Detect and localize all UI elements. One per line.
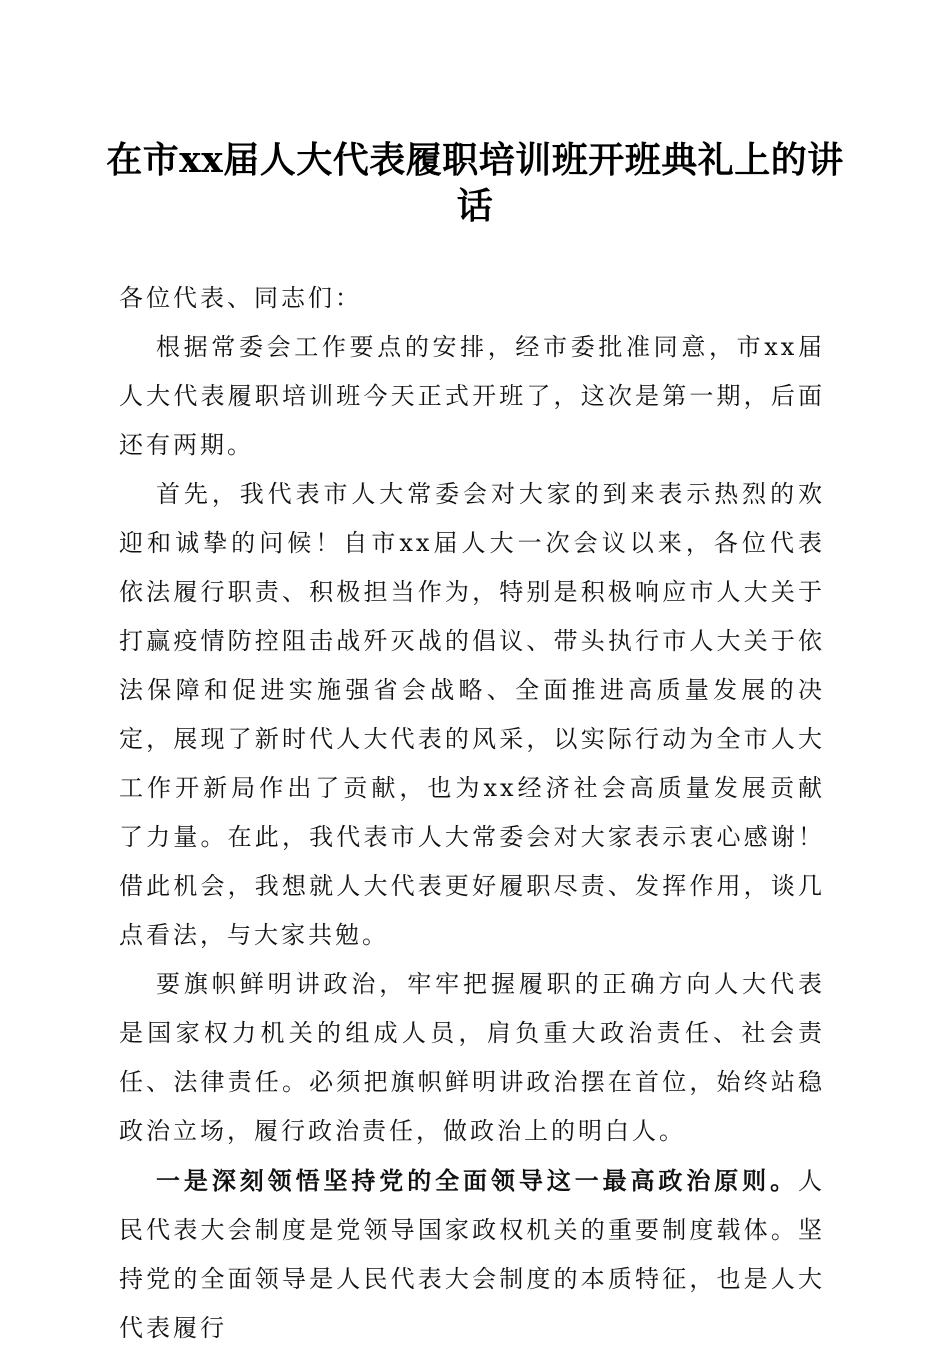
paragraph-4 (119, 1156, 825, 1353)
salutation: 各位代表、同志们： (119, 284, 362, 312)
paragraph-1: 根据常委会工作要点的安排，经市委批准同意，市xx届人大代表履职培训班今天正式开班了，这次是第一期，后面还有两期。 (119, 333, 825, 459)
paragraph-3: 要旗帜鲜明讲政治，牢牢把握履职的正确方向人大代表是国家权力机关的组成人员，肩负重大政治责任、社会责任、法律责任。必须把旗帜鲜明讲政治摆在首位，始终站稳政治立场，履行政治责任，做政治上的明白人。 (119, 970, 825, 1145)
point-heading: 一是深刻领悟坚持党的全面领导这一最高政治原则。 (156, 1166, 798, 1195)
document-body (119, 274, 825, 1353)
paragraph-2: 首先，我代表市人大常委会对大家的到来表示热烈的欢迎和诚挚的问候！自市xx届人大一次会议以来，各位代表依法履行职责、积极担当作为，特别是积极响应市人大关于打赢疫情防控阻击战歼灭战的倡议、带头执行市人大关于依法保障和促进实施强省会战略、全面推进高质量发展的决定，展现了新时代人大代表的风采，以实际行动为全市人大工作开新局作出了贡献，也为xx经济社会高质量发展贡献了力量。在此，我代表市人大常委会对大家表示衷心感谢！借此机会，我想就人大代表更好履职尽责、发挥作用，谈几点看法，与大家共勉。 (119, 480, 825, 949)
point-text: 人民代表大会制度是党领导国家政权机关的重要制度载体。坚持党的全面领导是人民代表大会制度的本质特征，也是人大代表履行 (119, 1167, 825, 1342)
document-title: 在市xx届人大代表履职培训班开班典礼上的讲话 (106, 139, 844, 227)
